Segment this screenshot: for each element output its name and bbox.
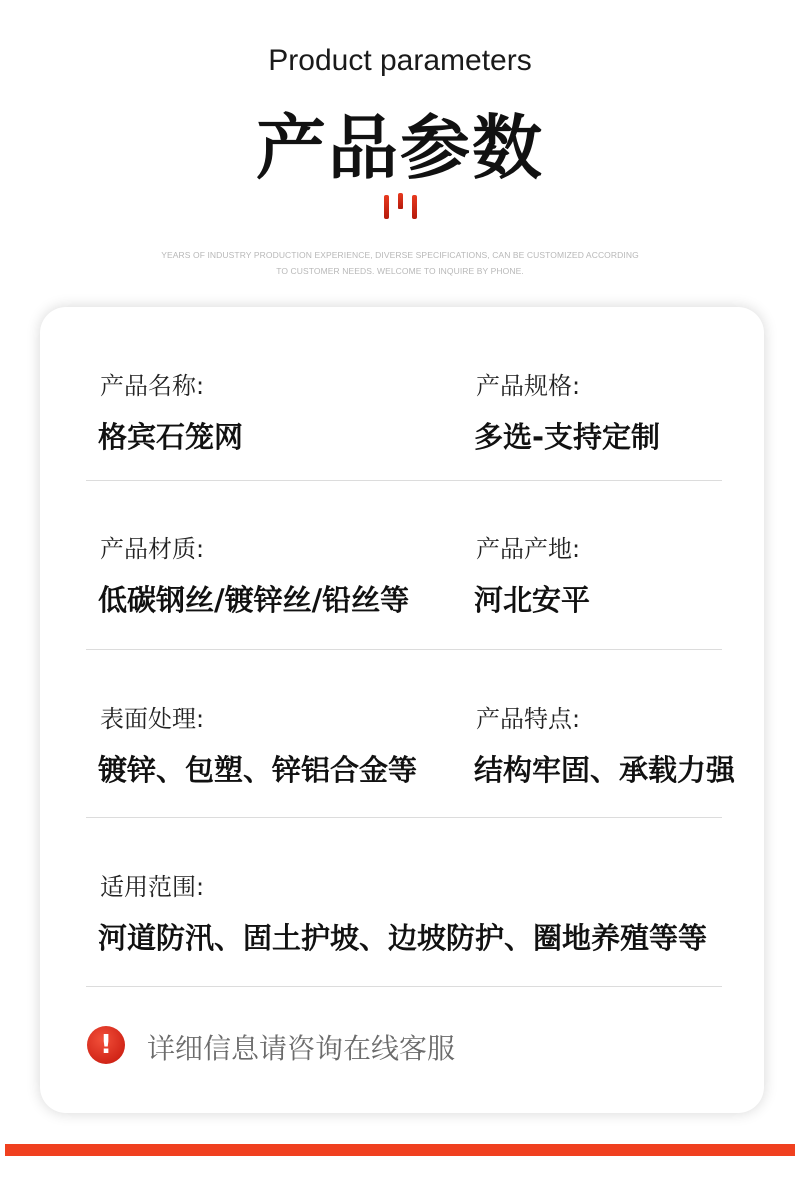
tagline-line-2: TO CUSTOMER NEEDS. WELCOME TO INQUIRE BY PHONE. (276, 266, 524, 276)
tagline (100, 247, 700, 279)
product-origin-value: 河北安平 (474, 583, 591, 617)
usage-scope-value: 河道防汛、固土护坡、边坡防护、圈地养殖等等 (98, 921, 708, 955)
parameters-card (40, 307, 764, 1113)
divider (86, 649, 722, 650)
product-origin-label: 产品产地: (476, 535, 581, 563)
product-material-value: 低碳钢丝/镀锌丝/铅丝等 (98, 583, 410, 617)
product-spec-value: 多选-支持定制 (474, 420, 661, 454)
product-features-value: 结构牢固、承载力强 (474, 753, 736, 787)
divider (86, 986, 722, 987)
product-features-label: 产品特点: (476, 705, 581, 733)
page-title: 产品参数 (256, 107, 544, 189)
product-name-label: 产品名称: (100, 372, 205, 400)
divider (86, 817, 722, 818)
surface-treatment-label: 表面处理: (100, 705, 205, 733)
usage-scope-label: 适用范围: (100, 873, 205, 901)
exclamation-icon: ! (87, 1026, 125, 1064)
tagline-line-1: YEARS OF INDUSTRY PRODUCTION EXPERIENCE, DIVERSE SPECIFICATIONS, CAN BE CUSTOMIZED ACCORDING (161, 250, 639, 260)
product-spec-label: 产品规格: (476, 372, 581, 400)
product-name-value: 格宾石笼网 (98, 420, 244, 454)
surface-treatment-value: 镀锌、包塑、锌铝合金等 (98, 753, 418, 787)
notice-text: 详细信息请咨询在线客服 (147, 1032, 456, 1065)
subtitle-english: Product parameters (268, 44, 532, 77)
bottom-accent-bar (5, 1144, 795, 1156)
divider (86, 480, 722, 481)
title-decoration (384, 193, 418, 219)
product-material-label: 产品材质: (100, 535, 205, 563)
